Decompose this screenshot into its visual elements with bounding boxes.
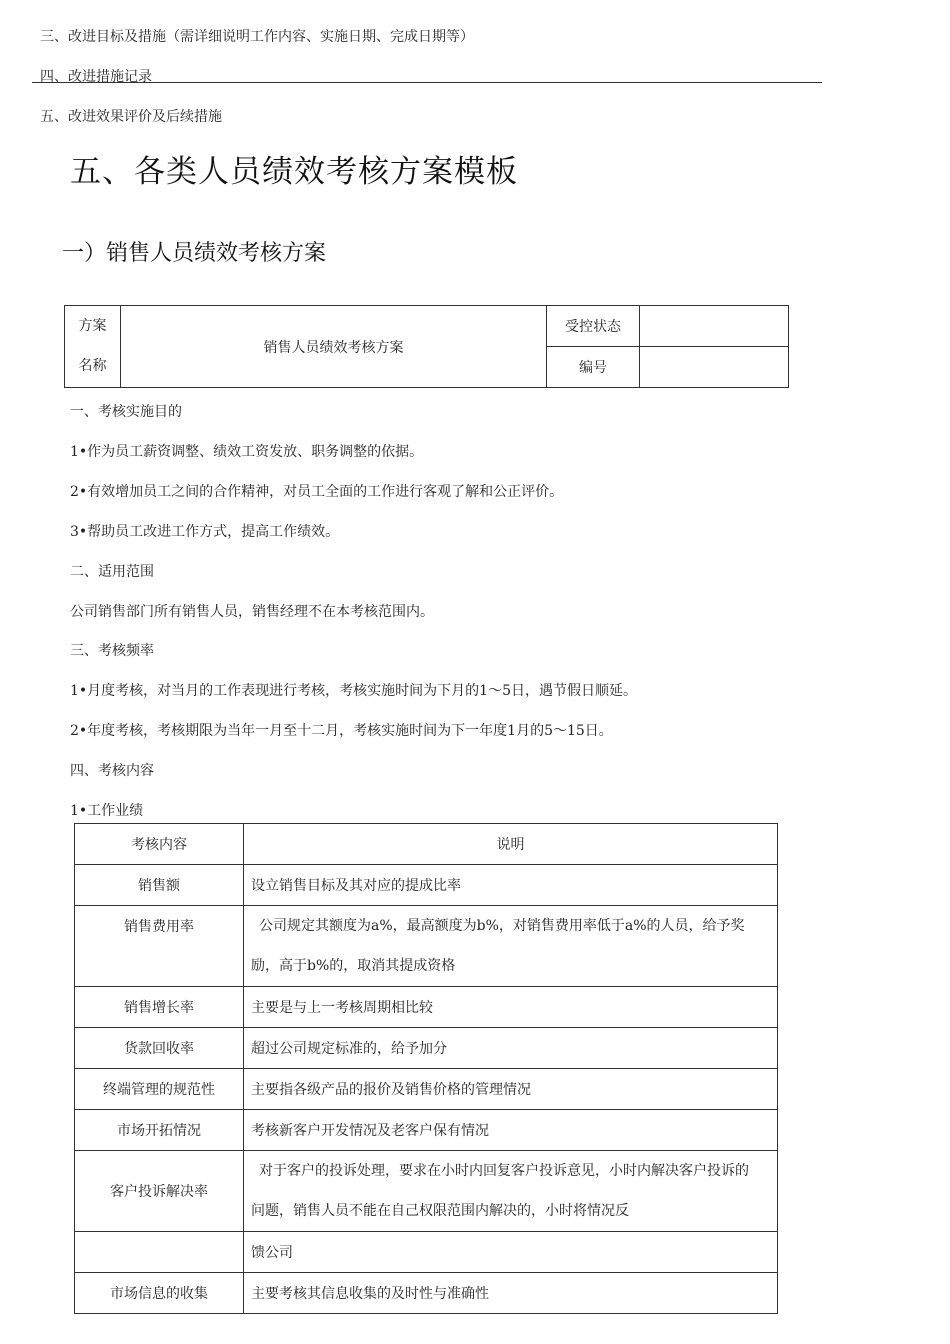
row-item: 货款回收率 [75, 1028, 244, 1069]
frequency-item-1: 1•月度考核，对当月的工作表现进行考核，考核实施时间为下月的1〜5日，遇节假日顺延。 [70, 683, 637, 699]
chapter-title: 五、各类人员绩效考核方案模板 [70, 154, 518, 190]
purpose-item-3: 3•帮助员工改进工作方式，提高工作绩效。 [70, 524, 340, 540]
row-desc: 设立销售目标及其对应的提成比率 [244, 865, 778, 906]
plan-name-label-cell [65, 306, 121, 388]
plan-name-label-bottom: 名称 [78, 358, 107, 374]
row-desc: 馈公司 [244, 1232, 778, 1273]
section-divider [32, 82, 822, 83]
plan-name-value: 销售人员绩效考核方案 [121, 306, 547, 388]
table-row [75, 1232, 778, 1273]
control-status-label: 受控状态 [547, 306, 640, 347]
scope-heading: 二、适用范围 [70, 564, 154, 580]
section-title: 一）销售人员绩效考核方案 [62, 241, 327, 266]
row-desc-line-1: 对于客户的投诉处理，要求在小时内回复客户投诉意见，小时内解决客户投诉的 [259, 1163, 749, 1179]
row-item: 客户投诉解决率 [75, 1151, 244, 1232]
section-item-5: 五、改进效果评价及后续措施 [40, 109, 222, 125]
table-header-item: 考核内容 [75, 824, 244, 865]
row-item [75, 1232, 244, 1273]
number-value [640, 347, 789, 388]
row-desc-line-2: 问题，销售人员不能在自己权限范围内解决的，小时将情况反 [251, 1203, 629, 1219]
row-item: 销售额 [75, 865, 244, 906]
row-desc: 主要是与上一考核周期相比较 [244, 987, 778, 1028]
row-desc [244, 906, 778, 987]
row-desc-line-1: 公司规定其额度为a%，最高额度为b%，对销售费用率低于a%的人员，给予奖 [259, 918, 745, 934]
table-row [75, 1028, 778, 1069]
section-item-3: 三、改进目标及措施（需详细说明工作内容、实施日期、完成日期等） [40, 29, 474, 45]
row-item: 市场信息的收集 [75, 1273, 244, 1314]
performance-heading: 1•工作业绩 [70, 803, 144, 819]
scope-text: 公司销售部门所有销售人员，销售经理不在本考核范围内。 [70, 604, 434, 620]
purpose-item-2: 2•有效增加员工之间的合作精神，对员工全面的工作进行客观了解和公正评价。 [70, 484, 564, 500]
row-item: 销售费用率 [75, 906, 244, 987]
content-heading: 四、考核内容 [70, 763, 154, 779]
table-row [75, 1273, 778, 1314]
purpose-heading: 一、考核实施目的 [70, 404, 182, 420]
row-desc-line-2: 励，高于b%的，取消其提成资格 [251, 958, 456, 974]
table-row [75, 865, 778, 906]
table-row [75, 987, 778, 1028]
frequency-heading: 三、考核频率 [70, 643, 154, 659]
row-desc: 考核新客户开发情况及老客户保有情况 [244, 1110, 778, 1151]
row-desc: 超过公司规定标准的，给予加分 [244, 1028, 778, 1069]
number-label: 编号 [547, 347, 640, 388]
table-row [75, 1069, 778, 1110]
plan-name-label-top: 方案 [78, 318, 107, 334]
purpose-item-1: 1•作为员工薪资调整、绩效工资发放、职务调整的依据。 [70, 444, 424, 460]
row-desc [244, 1151, 778, 1232]
section-item-4: 四、改进措施记录 [40, 69, 152, 85]
frequency-item-2: 2•年度考核，考核期限为当年一月至十二月，考核实施时间为下一年度1月的5〜15日。 [70, 723, 613, 739]
row-item: 销售增长率 [75, 987, 244, 1028]
table-row [75, 906, 778, 987]
row-desc: 主要考核其信息收集的及时性与准确性 [244, 1273, 778, 1314]
row-item: 终端管理的规范性 [75, 1069, 244, 1110]
control-status-value [640, 306, 789, 347]
row-desc: 主要指各级产品的报价及销售价格的管理情况 [244, 1069, 778, 1110]
table-header-desc: 说明 [244, 824, 778, 865]
performance-table [74, 823, 778, 1314]
table-row [75, 1110, 778, 1151]
row-item: 市场开拓情况 [75, 1110, 244, 1151]
plan-header-table [64, 305, 789, 388]
table-row [75, 1151, 778, 1232]
